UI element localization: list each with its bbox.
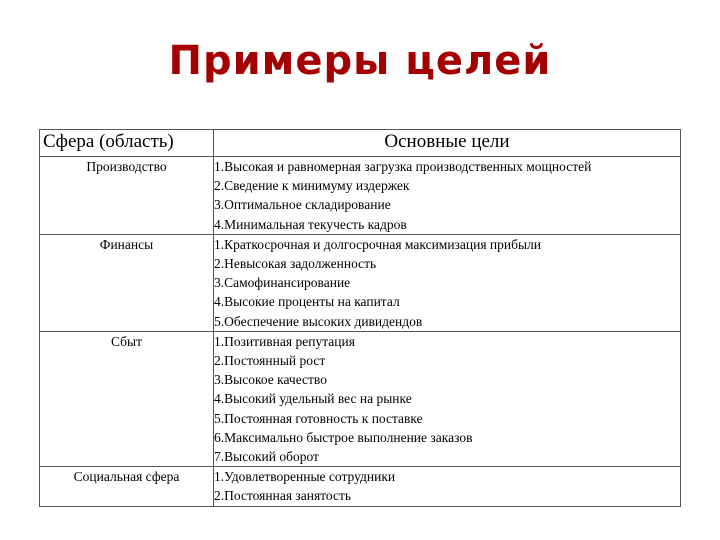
header-goals: Основные цели bbox=[214, 130, 681, 157]
table-row bbox=[40, 467, 681, 506]
goal-item: 7.Высокий оборот bbox=[214, 449, 319, 465]
goals-sales bbox=[214, 331, 681, 466]
goal-item: 5.Обеспечение высоких дивидендов bbox=[214, 313, 423, 329]
sphere-production: Производство bbox=[40, 157, 214, 235]
goal-item: 3.Высокое качество bbox=[214, 372, 327, 388]
header-sphere: Сфера (область) bbox=[40, 130, 214, 157]
goals-finance bbox=[214, 234, 681, 331]
goal-item: 6.Максимально быстрое выполнение заказов bbox=[214, 429, 473, 445]
page-title: Примеры целей bbox=[168, 38, 552, 84]
goal-item: 1.Удовлетворенные сотрудники bbox=[214, 469, 396, 485]
goal-item: 1.Позитивная репутация bbox=[214, 333, 355, 349]
goal-item: 3.Оптимальное складирование bbox=[214, 197, 391, 213]
goal-item: 2.Невысокая задолженность bbox=[214, 256, 377, 272]
table-row bbox=[40, 331, 681, 466]
sphere-social: Социальная сфера bbox=[40, 467, 214, 506]
goals-social bbox=[214, 467, 681, 506]
table-header-row bbox=[40, 130, 681, 157]
table-row bbox=[40, 234, 681, 331]
goal-item: 1.Высокая и равномерная загрузка производственных мощностей bbox=[214, 159, 592, 174]
goal-item: 4.Минимальная текучесть кадров bbox=[214, 216, 407, 232]
goal-item: 4.Высокие проценты на капитал bbox=[214, 294, 400, 310]
sphere-sales: Сбыт bbox=[40, 331, 214, 466]
goals-table bbox=[39, 129, 681, 507]
goal-item: 1.Краткосрочная и долгосрочная максимизация прибыли bbox=[214, 236, 542, 252]
goal-item: 2.Постоянная занятость bbox=[214, 488, 352, 504]
goal-item: 4.Высокий удельный вес на рынке bbox=[214, 391, 412, 407]
goal-item: 2.Постоянный рост bbox=[214, 353, 326, 369]
goals-production bbox=[214, 157, 681, 235]
goal-item: 5.Постоянная готовность к поставке bbox=[214, 410, 423, 426]
table-row bbox=[40, 157, 681, 235]
goal-item: 2.Сведение к минимуму издержек bbox=[214, 178, 410, 194]
sphere-finance: Финансы bbox=[40, 234, 214, 331]
goal-item: 3.Самофинансирование bbox=[214, 275, 351, 291]
